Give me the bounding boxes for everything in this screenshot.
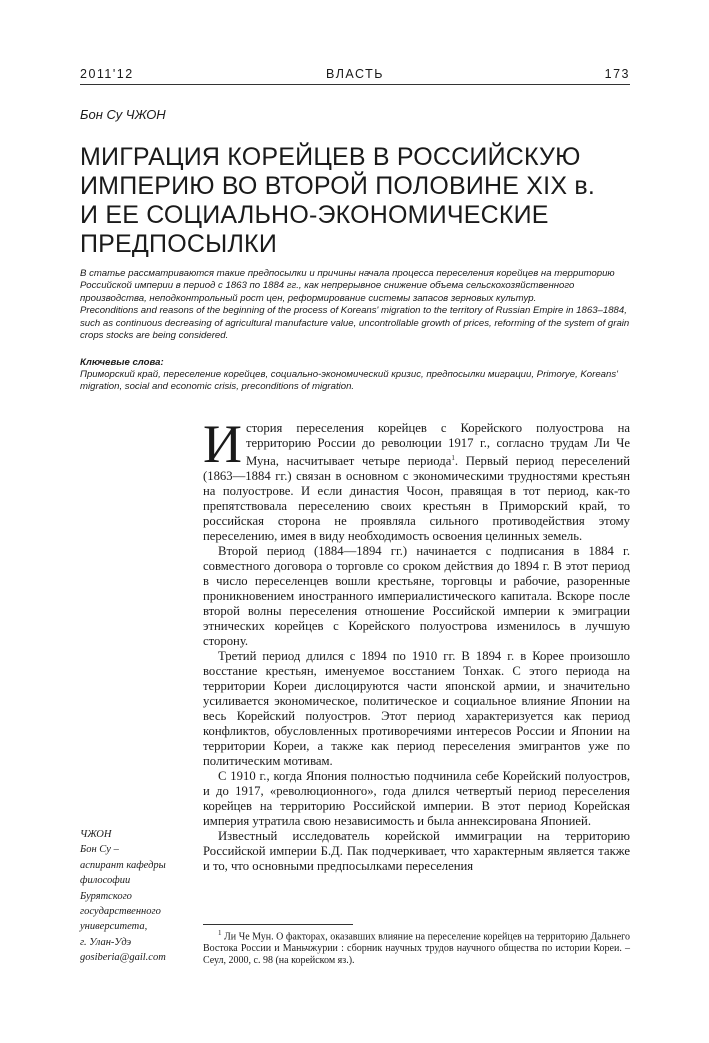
keywords-heading: Ключевые слова:: [80, 357, 164, 368]
title-line: ПРЕДПОСЫЛКИ: [80, 230, 277, 258]
abstract: [80, 268, 630, 342]
title-line: МИГРАЦИЯ КОРЕЙЦЕВ В РОССИЙСКУЮ: [80, 143, 581, 171]
footnote-number: 1: [218, 929, 222, 937]
article-body: [203, 414, 630, 874]
journal-name: ВЛАСТЬ: [326, 67, 384, 81]
paragraph-5: Известный исследователь корейской иммиграции на территорию Российской империи Б.Д. Пак подчеркивает, что характерным является также и то, что основными предпосылками переселения: [203, 829, 630, 874]
author-info-line: г. Улан-Удэ: [80, 936, 132, 948]
author-info-line: аспирант кафедры: [80, 859, 166, 871]
title-line: И ЕЕ СОЦИАЛЬНО-ЭКОНОМИЧЕСКИЕ: [80, 201, 549, 229]
drop-cap: И: [203, 414, 242, 474]
footnote-text: Ли Че Мун. О факторах, оказавших влияние на переселение корейцев на территорию Дальнего Востока России и Маньчжурии : сборник научных трудов научного общества по истории Кореи. – Сеул, 2000, с. 98 (на корейском яз.).: [203, 931, 630, 966]
keywords-text: Приморский край, переселение корейцев, социально-экономический кризис, предпосылки миграции, Primorye, Koreans' migration, social and economic crisis, preconditions of migration.: [80, 369, 618, 393]
article-title: [80, 143, 640, 259]
footnote-rule: [203, 924, 353, 925]
footnote: [203, 928, 630, 966]
footnote-ref[interactable]: 1: [451, 454, 455, 462]
author-info-line: философии: [80, 875, 131, 887]
author-info-line: государственного: [80, 906, 161, 918]
issue-date: 2011'12: [80, 67, 134, 81]
header-rule: [80, 84, 630, 85]
paragraph-1: История переселения корейцев с Корейского полуострова на территорию России до революции 1917 г., согласно трудам Ли Че Муна, насчитывает четыре периода$^1$. Первый период переселений (1863—1884 гг.) связан в основном с экономическими трудностями крестьян на полуострове. И если династия Чосон, правящая в тот период, как-то препятствовала переселению своих крестьян в Приморский край, то российская сторона не проявляла сильного противодействия этому переселению, имея в виду необходимость освоения целинных земель.: [203, 414, 630, 544]
paragraph-2: Второй период (1884—1894 гг.) начинается с подписания в 1884 г. совместного договора о торговле со сроком действия до 1894 г. В этот период в число переселенцев вошли крестьяне, торговцы и рабочие, разоренные проникновением иностранного империалистического капитала. Вскоре после второй волны переселения отношение Российской империи к эмиграции этнических корейцев с Корейского полуострова изменилось в лучшую сторону.: [203, 544, 630, 649]
author-info-line: Бон Су –: [80, 844, 119, 856]
author-name: Бон Су ЧЖОН: [80, 107, 166, 122]
abstract-en: Preconditions and reasons of the beginning of the process of Koreans' migration to the territory of Russian Empire in 1863–1884, such as continuous decreasing of agricultural manufacture value, uncontrollable growth of prices, reforming of the system of grain crops stocks are being considered.: [80, 305, 630, 342]
author-info-line: университета,: [80, 921, 148, 933]
paragraph-4: С 1910 г., когда Япония полностью подчинила себе Корейский полуостров, и до 1917, «революционного», года длился четвертый период переселения корейцев на территорию Российской империи. В этот период Корейская империя утратила свою независимость и была аннексирована Японией.: [203, 769, 630, 829]
page-number: 173: [604, 67, 630, 81]
running-header: [80, 67, 630, 85]
author-info-line: Бурятского: [80, 890, 132, 902]
paragraph-3: Третий период длился с 1894 по 1910 гг. В 1894 г. в Корее произошло восстание крестьян, именуемое восстанием Тонхак. С этого периода на территории Кореи дислоцируются части японской армии, и значительно усиливается экономическое, политическое и социальное влияние Японии на весь Корейский полуостров. Этот период характеризуется как период конфликтов, обусловленных противоречиями интересов России и Японии на территории Кореи, а также как период переселения эмигрантов уже по политическим мотивам.: [203, 649, 630, 769]
author-info: [80, 827, 190, 966]
author-email[interactable]: gosiberia@gail.com: [80, 952, 166, 964]
author-info-line: ЧЖОН: [80, 829, 112, 840]
abstract-ru: В статье рассматриваются такие предпосылки и причины начала процесса переселения корейцев на территорию Российской империи в период с 1863 по 1884 гг., как непрерывное снижение объема сельскохозяйственного производства, неподконтрольный рост цен, реформирование системы запасов зерновых культур.: [80, 268, 615, 304]
title-line: ИМПЕРИЮ ВО ВТОРОЙ ПОЛОВИНЕ XIX в.: [80, 172, 595, 200]
